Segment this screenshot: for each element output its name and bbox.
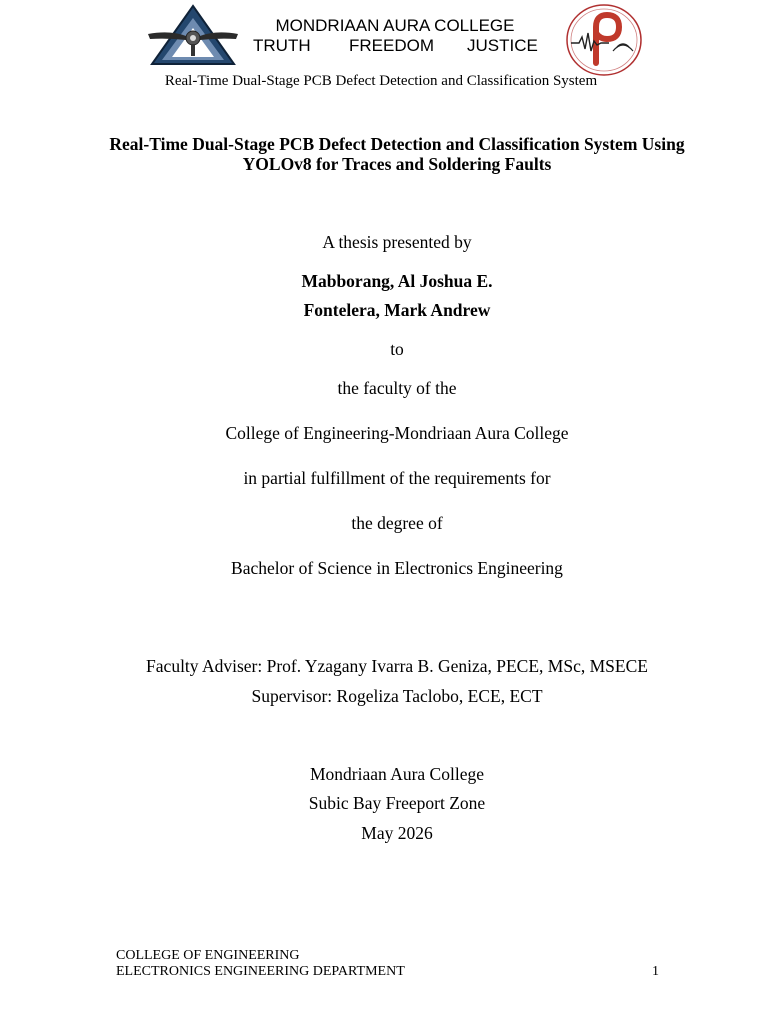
thesis-title-line-2: YOLOv8 for Traces and Soldering Faults xyxy=(242,154,552,174)
footer-college: COLLEGE OF ENGINEERING xyxy=(116,948,300,963)
thesis-title-line-1: Real-Time Dual-Stage PCB Defect Detection and Classification System Using xyxy=(109,134,685,154)
fulfillment-text: in partial fulfillment of the requirements for xyxy=(243,468,551,488)
faculty-of-text: the faculty of the xyxy=(337,378,457,398)
running-header-title: Real-Time Dual-Stage PCB Defect Detection and Classification System xyxy=(164,73,598,89)
college-line: College of Engineering-Mondriaan Aura College xyxy=(225,423,569,443)
institution-name: Mondriaan Aura College xyxy=(310,764,484,784)
motto-freedom: FREEDOM xyxy=(349,36,434,55)
submission-date: May 2026 xyxy=(361,823,433,843)
degree-of-text: the degree of xyxy=(351,513,443,533)
author-2: Fontelera, Mark Andrew xyxy=(303,300,491,320)
author-1: Mabborang, Al Joshua E. xyxy=(301,271,493,291)
presented-by-text: A thesis presented by xyxy=(322,232,472,252)
institution-location: Subic Bay Freeport Zone xyxy=(308,793,486,813)
college-crest-logo xyxy=(146,4,240,66)
to-text: to xyxy=(390,339,404,359)
faculty-adviser: Faculty Adviser: Prof. Yzagany Ivarra B. Geniza, PECE, MSc, MSECE xyxy=(146,656,648,676)
motto-truth: TRUTH xyxy=(253,36,311,55)
supervisor: Supervisor: Rogeliza Taclobo, ECE, ECT xyxy=(251,686,543,706)
degree-name: Bachelor of Science in Electronics Engineering xyxy=(231,558,563,578)
department-seal-logo xyxy=(565,3,643,77)
motto-justice: JUSTICE xyxy=(467,36,538,55)
footer-department: ELECTRONICS ENGINEERING DEPARTMENT xyxy=(116,964,405,979)
page-number: 1 xyxy=(652,964,659,979)
college-name: MONDRIAAN AURA COLLEGE xyxy=(275,16,515,35)
